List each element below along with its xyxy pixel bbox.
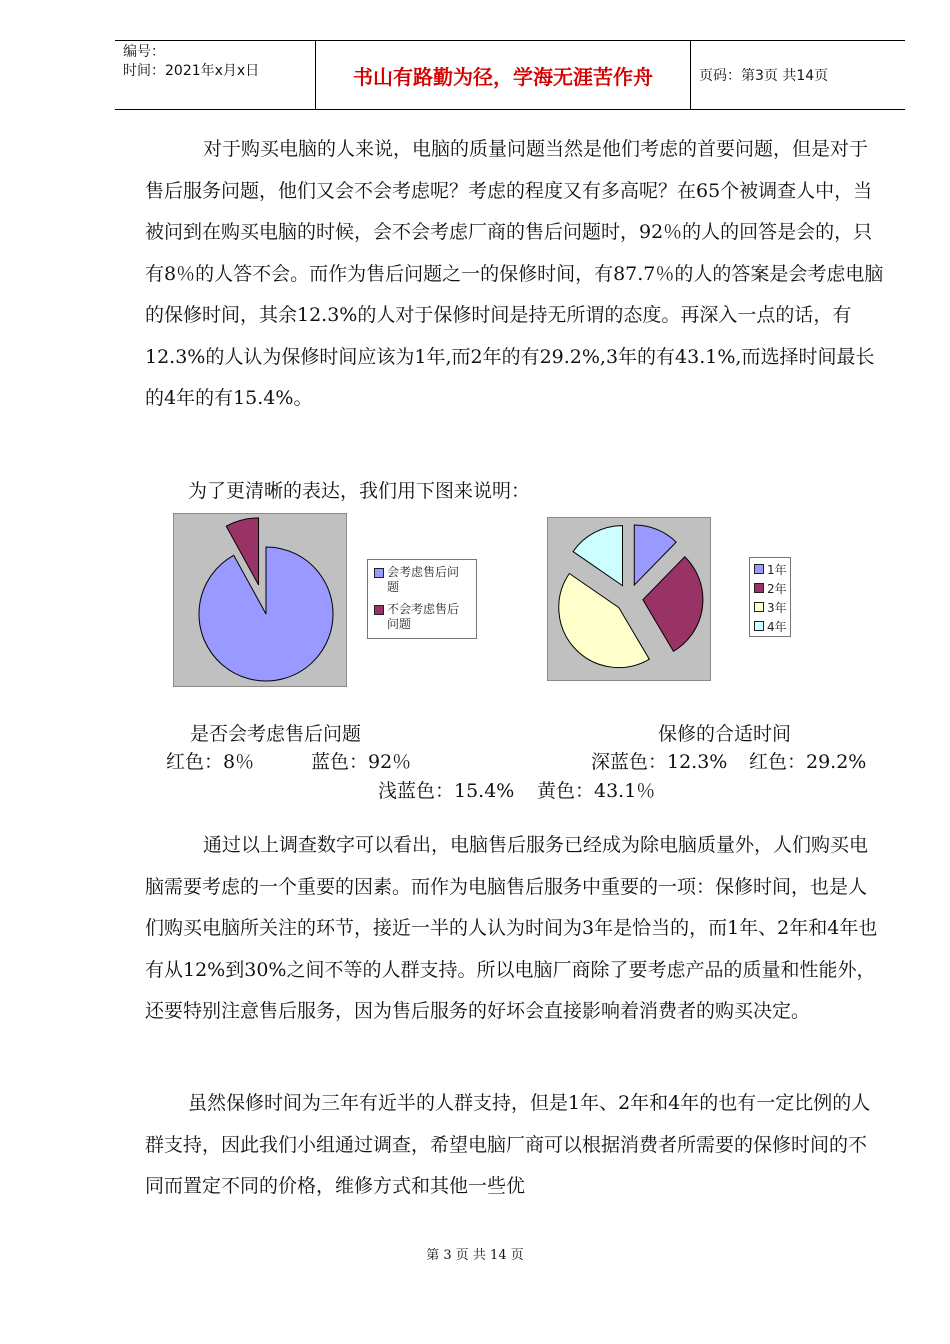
legend-item-3yr: [754, 599, 787, 616]
legend-label: 2年: [767, 582, 787, 596]
chart1-legend: [367, 559, 477, 639]
legend-swatch: [374, 568, 384, 578]
header-motto: 书山有路勤为径，学海无涯苦作舟: [353, 64, 653, 89]
chart2-title: 保修的合适时间: [658, 723, 792, 745]
legend-label: 题: [387, 580, 400, 594]
pie-chart-svg: [174, 514, 346, 686]
paragraph-chart-intro: [145, 471, 885, 513]
chart1-blue-caption: 蓝色：92％: [311, 751, 412, 773]
chart1-red-caption: 红色：8％: [166, 751, 255, 773]
pie-chart-warranty: [547, 517, 711, 681]
pie-slice-3yr: [559, 574, 650, 668]
legend-label: 问题: [387, 617, 412, 631]
header-meta: [115, 41, 315, 111]
paragraph-survey-results: [145, 129, 885, 420]
pie-chart-after-sales: [173, 513, 347, 687]
chart2-yellow-caption: 黄色：43.1％: [537, 780, 656, 802]
chart2-darkblue-caption: 深蓝色：12.3%: [591, 751, 728, 773]
legend-label: 不会考虑售后: [387, 602, 460, 616]
legend-item-1yr: [754, 561, 787, 578]
time-label: 时间：2021年x月x日: [123, 63, 260, 79]
paragraph-analysis: [145, 825, 885, 1033]
legend-item-consider: [374, 565, 459, 595]
number-label: 编号：: [123, 44, 165, 60]
chart2-red-caption: 红色：29.2%: [749, 751, 867, 773]
pie-slice-consider: [199, 547, 333, 681]
legend-label: 1年: [767, 563, 787, 577]
legend-label: 4年: [767, 620, 787, 634]
paragraph-text: 通过以上调查数字可以看出，电脑售后服务已经成为除电脑质量外，人们购买电脑需要考虑的一个重要的因素。而作为电脑售后服务中重要的一项：保修时间，也是人们购买电脑所关注的环节，接近一半的人认为时间为3年是恰当的，而1年、2年和4年也有从12%到30%之间不等的人群支持。所以电脑厂商除了要考虑产品的质量和性能外，还要特别注意售后服务，因为售后服务的好坏会直接影响着消费者的购买决定。: [145, 834, 878, 1022]
legend-item-2yr: [754, 580, 787, 597]
legend-label: 3年: [767, 601, 787, 615]
chart2-legend: [749, 557, 791, 637]
chart2-lightblue-caption: 浅蓝色：15.4%: [378, 780, 515, 802]
page-header: [115, 40, 905, 110]
header-page-info: 页码：第3页 共14页: [699, 68, 829, 84]
legend-swatch: [754, 602, 764, 612]
legend-label: 会考虑售后问: [387, 565, 460, 579]
legend-item-4yr: [754, 618, 787, 635]
paragraph-text: 虽然保修时间为三年有近半的人群支持，但是1年、2年和4年的也有一定比例的人群支持，因此我们小组通过调查，希望电脑厂商可以根据消费者所需要的保修时间的不同而置定不同的价格，维修方式和其他一些优: [145, 1092, 871, 1197]
pie-chart-svg: [548, 518, 710, 680]
page-footer: 第 3 页 共 14 页: [426, 1248, 524, 1263]
legend-swatch: [754, 583, 764, 593]
paragraph-recommendation: [145, 1083, 885, 1208]
legend-swatch: [754, 564, 764, 574]
paragraph-text: 为了更清晰的表达，我们用下图来说明：: [188, 480, 531, 502]
legend-swatch: [754, 621, 764, 631]
pie-slice-4yr: [573, 526, 622, 586]
chart1-title: 是否会考虑售后问题: [190, 723, 362, 745]
paragraph-text: 对于购买电脑的人来说，电脑的质量问题当然是他们考虑的首要问题，但是对于售后服务问题，他们又会不会考虑呢？考虑的程度又有多高呢？在65个被调查人中，当被问到在购买电脑的时候，会不会考虑厂商的售后问题时，92％的人的回答是会的，只有8％的人答不会。而作为售后问题之一的保修时间，有87.7％的人的答案是会考虑电脑的保修时间，其余12.3%的人对于保修时间是持无所谓的态度。再深入一点的话，有12.3%的人认为保修时间应该为1年,而2年的有29.2%,3年的有43.1%,而选择时间最长的4年的有15.4%。: [145, 138, 884, 409]
pie-slice-2yr: [643, 557, 703, 652]
legend-swatch: [374, 605, 384, 615]
legend-item-not-consider: [374, 602, 459, 632]
